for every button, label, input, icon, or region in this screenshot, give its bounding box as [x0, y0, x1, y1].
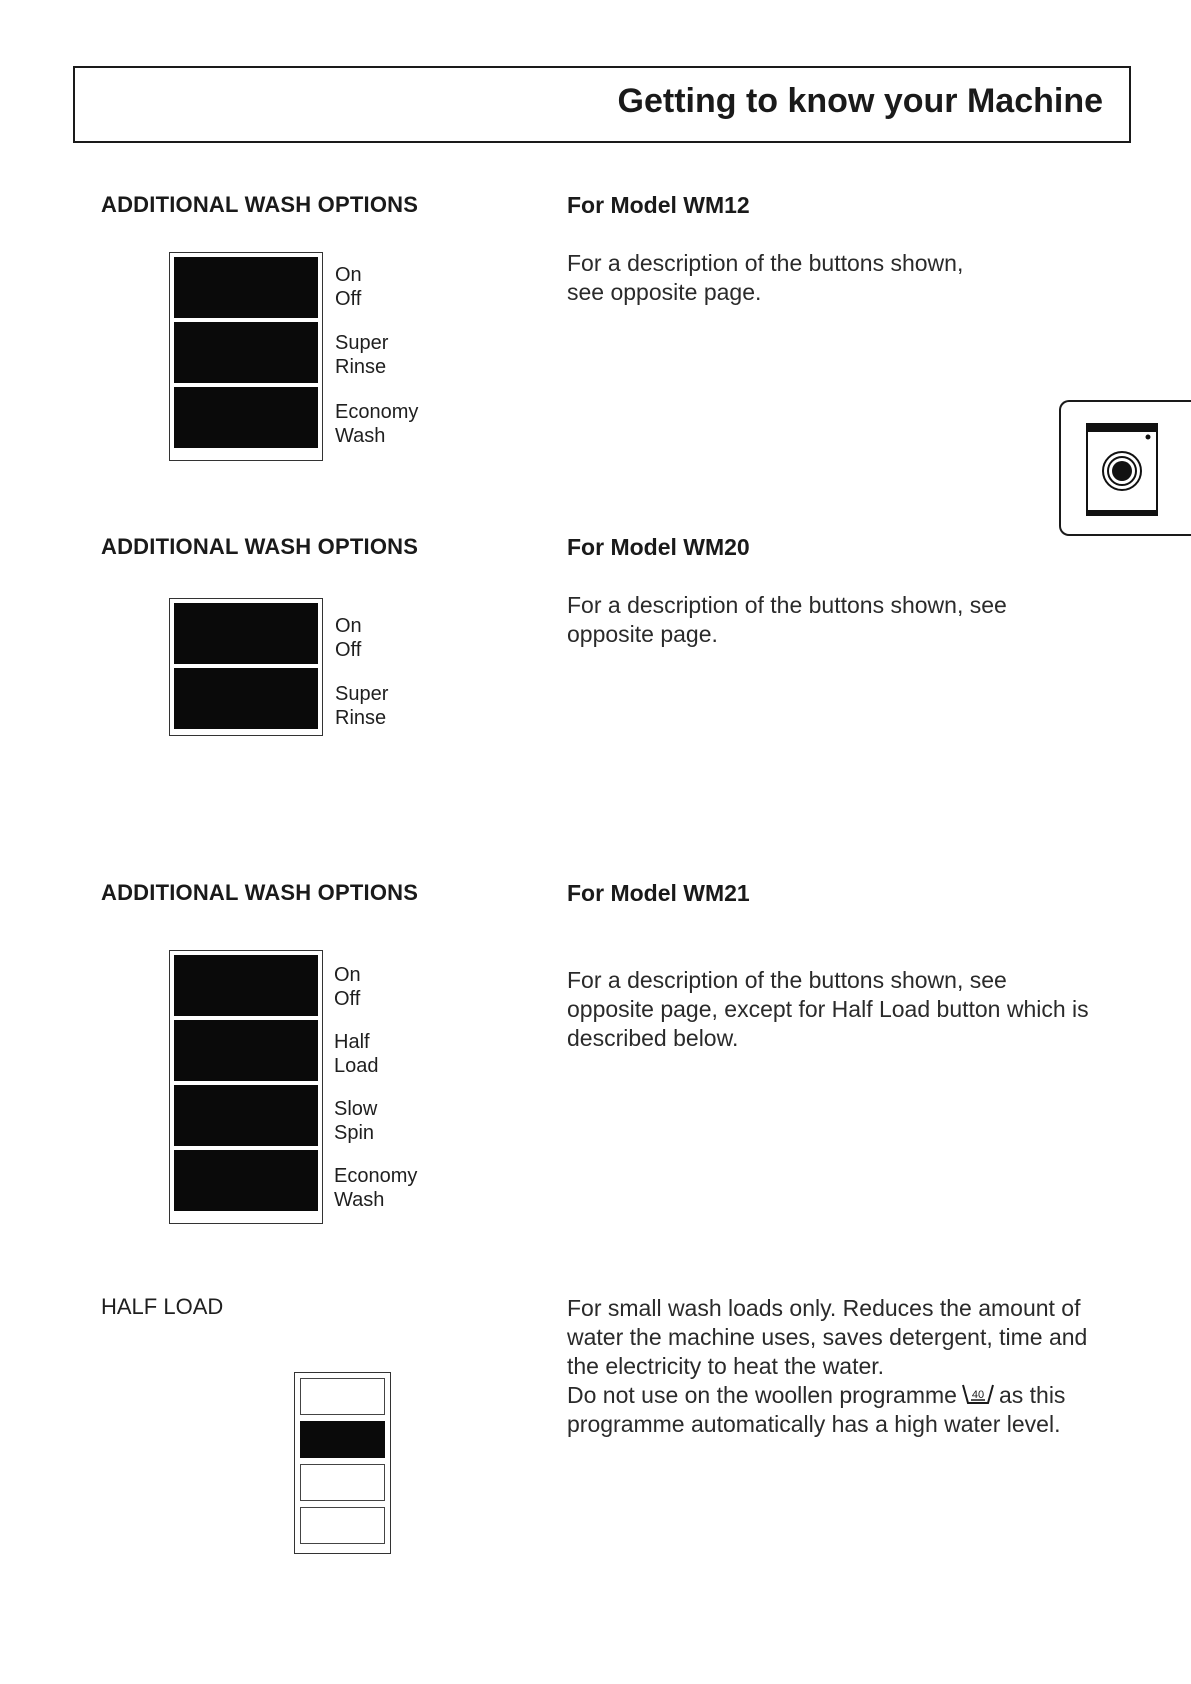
- half-load-warning: Do not use on the woollen programme 40 as this: [567, 1382, 1066, 1408]
- super-rinse-button[interactable]: [174, 668, 318, 729]
- on-off-button[interactable]: [174, 603, 318, 664]
- label-slow-spin: Slow Spin: [334, 1098, 378, 1144]
- half-load-button-panel: [294, 1372, 391, 1554]
- button-labels-wm12: [335, 263, 455, 463]
- wool-symbol-value: 40: [971, 1389, 985, 1401]
- label-on-off: On Off: [334, 964, 361, 1010]
- page-header: [73, 66, 1131, 143]
- half-load-title: HALF LOAD: [101, 1294, 224, 1319]
- super-rinse-button[interactable]: [174, 322, 318, 383]
- button-labels-wm20: [335, 614, 455, 744]
- model-title-wm20: For Model WM20: [567, 534, 750, 560]
- half-load-button[interactable]: [174, 1020, 318, 1081]
- label-super-rinse: Super Rinse: [335, 332, 389, 378]
- model-title-wm21: For Model WM21: [567, 880, 750, 906]
- label-half-load: Half Load: [334, 1031, 379, 1077]
- button-panel-wm20: [169, 598, 323, 736]
- half-load-panel-button-1[interactable]: [300, 1378, 385, 1415]
- button-panel-wm21: [169, 950, 323, 1224]
- label-economy-wash: Economy Wash: [335, 401, 419, 447]
- washing-machine-icon: [1059, 400, 1191, 536]
- label-on-off: On Off: [335, 615, 362, 661]
- on-off-button[interactable]: [174, 257, 318, 318]
- page-title: Getting to know your Machine: [617, 82, 1103, 120]
- half-load-panel-button-4[interactable]: [300, 1507, 385, 1544]
- section-title-wm21: ADDITIONAL WASH OPTIONS: [101, 880, 419, 905]
- section-title-wm20: ADDITIONAL WASH OPTIONS: [101, 534, 419, 559]
- wool-wash-40-icon: [961, 1382, 995, 1406]
- section-tab: [1059, 400, 1191, 536]
- label-super-rinse: Super Rinse: [335, 683, 389, 729]
- model-title-wm12: For Model WM12: [567, 192, 750, 218]
- economy-wash-button[interactable]: [174, 1150, 318, 1211]
- description-wm20: For a description of the buttons shown, see opposite page.: [567, 592, 1007, 647]
- half-load-description: For small wash loads only. Reduces the amount of water the machine uses, saves detergent, time and the electricity to heat the water. Do not use on the woollen programme 40 as this programme automatically has a high water level.: [567, 1295, 1088, 1437]
- section-title-wm12: ADDITIONAL WASH OPTIONS: [101, 192, 419, 217]
- description-wm21: For a description of the buttons shown, see opposite page, except for Half Load button which is described below.: [567, 967, 1089, 1051]
- label-on-off: On Off: [335, 264, 362, 310]
- slow-spin-button[interactable]: [174, 1085, 318, 1146]
- description-wm12: For a description of the buttons shown, see opposite page.: [567, 250, 964, 305]
- half-load-panel-button-3[interactable]: [300, 1464, 385, 1501]
- label-economy-wash: Economy Wash: [334, 1165, 418, 1211]
- half-load-panel-button-2[interactable]: [300, 1421, 385, 1458]
- button-labels-wm21: [334, 963, 454, 1223]
- economy-wash-button[interactable]: [174, 387, 318, 448]
- on-off-button[interactable]: [174, 955, 318, 1016]
- button-panel-wm12: [169, 252, 323, 461]
